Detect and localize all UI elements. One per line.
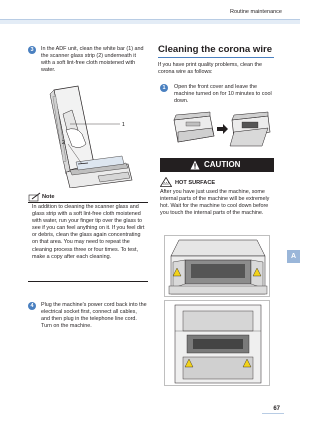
running-header: Routine maintenance xyxy=(230,9,282,15)
adf-cleaning-illustration xyxy=(36,84,136,188)
note-pencil-icon xyxy=(28,192,42,202)
hot-surface-title: HOT SURFACE xyxy=(175,180,216,186)
note-top-rule xyxy=(28,202,148,203)
caution-warning-icon xyxy=(190,160,200,170)
page-number-rule xyxy=(262,413,284,414)
callout-1: 1 xyxy=(122,122,125,128)
step-4-number: 4 xyxy=(28,302,36,310)
step-4-text: Plug the machine's power cord back into the electrical socket first, connect all cables, and then plug in the telephone line cord. Turn on the machine. xyxy=(41,302,147,330)
step-3-text: In the ADF unit, clean the white bar (1) and the scanner glass strip (2) underneath it with a soft lint-free cloth moistened with water. xyxy=(41,46,144,74)
step-1-text: Open the front cover and leave the machine turned on for 10 minutes to cool down. xyxy=(174,84,272,105)
appendix-tab: A xyxy=(287,250,300,263)
note-text: In addition to cleaning the scanner glass and glass strip with a soft lint-free cloth moistened with water, run your finger tip over the glass to see if you can feel anything on it. If you feel dirt or debris, clean the glass again concentrating on that area. You may need to repeat the cleaning process three or four times. To test, make a copy after each cleaning. xyxy=(32,204,145,260)
caution-banner xyxy=(160,158,274,172)
open-front-cover-illustration xyxy=(170,110,272,148)
hot-interior-illustration-front xyxy=(164,235,270,297)
note-bottom-rule xyxy=(28,281,148,282)
section-title: Cleaning the corona wire xyxy=(158,44,273,55)
step-1-number: 1 xyxy=(160,84,168,92)
note-box xyxy=(28,192,148,282)
caution-text: After you have just used the machine, some internal parts of the machine will be extremely hot. Wait for the machine to cool down before you touch the internal parts of the machine. xyxy=(160,189,270,217)
step-3-number: 3 xyxy=(28,46,36,54)
header-band xyxy=(0,20,300,24)
note-title: Note xyxy=(42,194,55,200)
hot-surface-icon xyxy=(160,177,172,187)
section-intro: If you have print quality problems, clean the corona wire as follows: xyxy=(158,62,262,76)
section-title-rule xyxy=(158,57,274,58)
page-number: 67 xyxy=(273,406,280,412)
callout-2: 2 xyxy=(62,140,65,146)
hot-interior-illustration-rear xyxy=(164,300,270,386)
caution-label: CAUTION xyxy=(204,160,241,169)
